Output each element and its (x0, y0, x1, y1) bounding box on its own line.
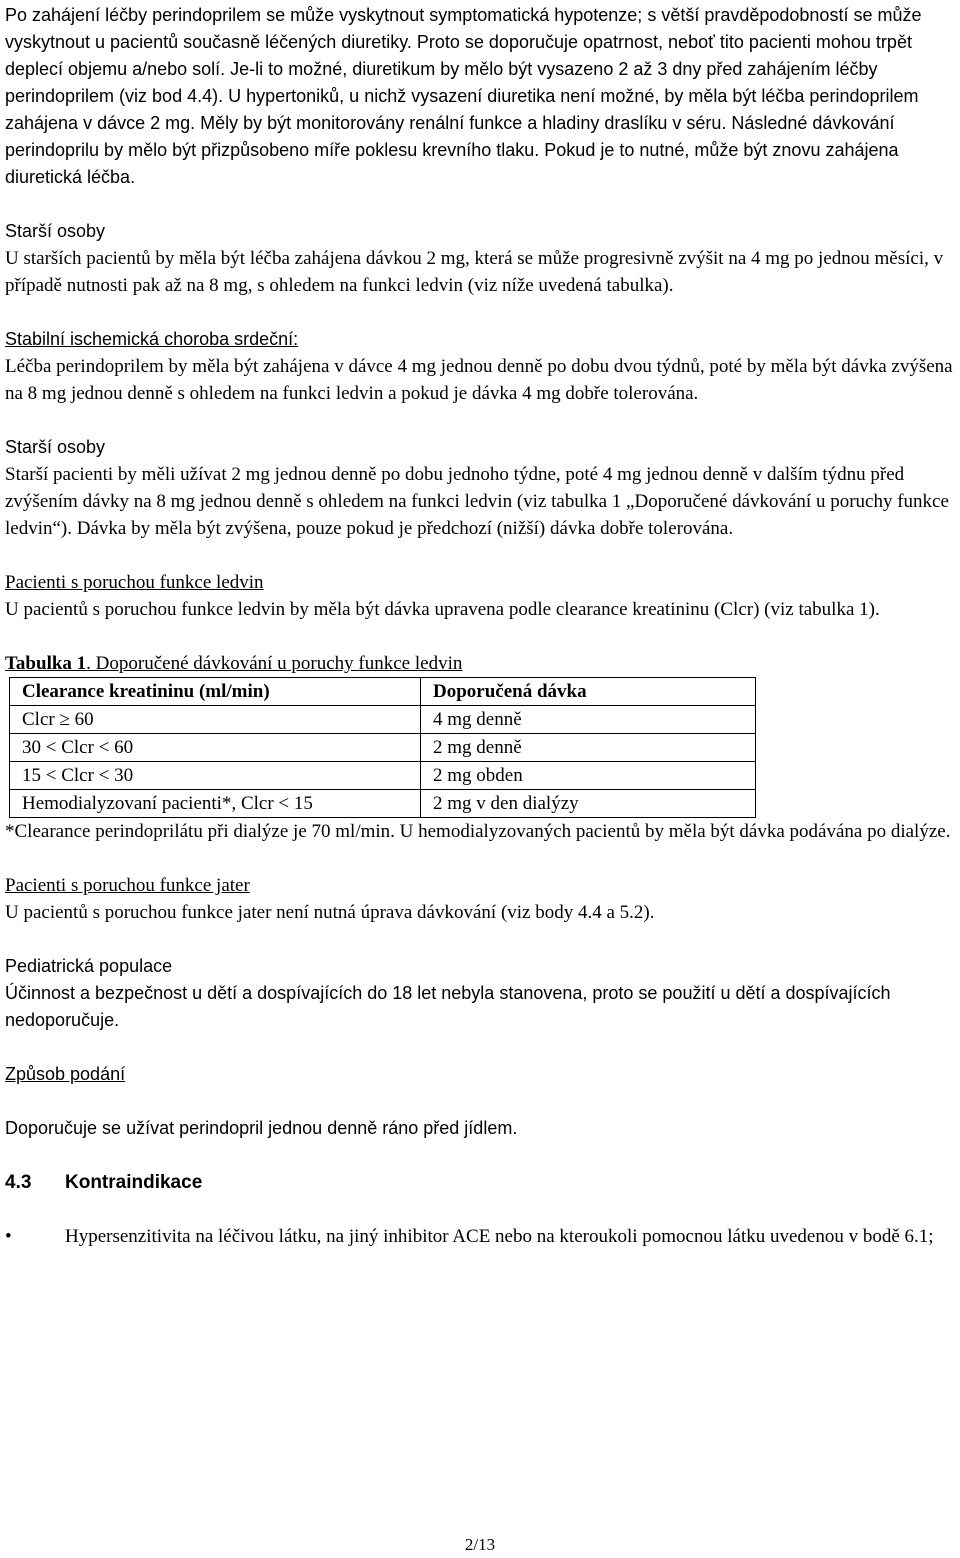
section-heading (5, 1169, 957, 1196)
header-dose: Doporučená dávka (421, 678, 756, 706)
stable-ischemic-text: Léčba perindoprilem by měla být zahájena v dávce 4 mg jednou denně po dobu dvou týdnů, poté by měla být dávka zvýšena na 8 mg jednou denně s ohledem na funkci ledvin a pokud je dávka 4 mg dobře tolerována. (5, 356, 953, 404)
pediatric-heading: Pediatrická populace (5, 956, 173, 976)
table-row (10, 706, 756, 734)
administration-heading: Způsob podání (5, 1064, 126, 1084)
bullet-icon: • (5, 1226, 12, 1247)
intro-text-a: Po zahájení léčby perindoprilem se může vyskytnout symptomatická hypotenze; s větší pravděpodobností se může vyskytnout u pacientů současně léčených diuretiky. Proto se doporučuje opatrnost, neboť tito pacienti mohou trpět deplecí objemu a/nebo solí. (5, 5, 922, 79)
table-header-row (10, 678, 756, 706)
row-1-dose: 4 mg denně (421, 706, 756, 734)
table-row (10, 734, 756, 762)
renal-heading: Pacienti s poruchou funkce ledvin (5, 572, 264, 593)
hepatic-heading: Pacienti s poruchou funkce jater (5, 875, 250, 896)
hepatic-text: U pacientů s poruchou funkce jater není nutná úprava dávkování (viz body 4.4 a 5.2). (5, 902, 655, 923)
page-number: 2/13 (464, 1535, 496, 1554)
pediatric-text: Účinnost a bezpečnost u dětí a dospívajících do 18 let nebyla stanovena, proto se použití u dětí a dospívajících nedoporučuje. (5, 983, 891, 1030)
intro-text-b: Je-li to možné, diuretikum by mělo být vysazeno 2 až 3 dny před zahájením léčby perindoprilem (viz bod 4.4). (5, 59, 878, 106)
administration-text: Doporučuje se užívat perindopril jednou denně ráno před jídlem. (5, 1118, 518, 1138)
elderly-heading-1: Starší osoby (5, 221, 106, 241)
row-4-clearance: Hemodialyzovaní pacienti*, Clcr < 15 (10, 790, 421, 818)
row-2-dose: 2 mg denně (421, 734, 756, 762)
bullet-text: Hypersenzitivita na léčivou látku, na jiný inhibitor ACE nebo na kteroukoli pomocnou látku uvedenou v bodě 6.1; (65, 1226, 934, 1247)
document-page (5, 2, 957, 1250)
section-number: 4.3 (5, 1172, 32, 1193)
renal-text: U pacientů s poruchou funkce ledvin by měla být dávka upravena podle clearance kreatininu (Clcr) (viz tabulka 1). (5, 599, 880, 620)
stable-ischemic-heading: Stabilní ischemická choroba srdeční: (5, 329, 299, 349)
table-row (10, 762, 756, 790)
row-3-clearance: 15 < Clcr < 30 (10, 762, 421, 790)
dosage-table (9, 677, 756, 818)
elderly-text-1: U starších pacientů by měla být léčba zahájena dávkou 2 mg, která se může progresivně zvýšit na 4 mg po jednou měsíci, v případě nutnosti pak až na 8 mg, s ohledem na funkci ledvin (viz níže uvedená tabulka). (5, 248, 944, 296)
header-clearance: Clearance kreatininu (ml/min) (10, 678, 421, 706)
row-3-dose: 2 mg obden (421, 762, 756, 790)
table-caption-text: . Doporučené dávkování u poruchy funkce ledvin (86, 653, 463, 674)
list-item (5, 1223, 957, 1250)
table-row (10, 790, 756, 818)
elderly-heading-2: Starší osoby (5, 437, 106, 457)
intro-paragraph (5, 2, 957, 191)
row-2-clearance: 30 < Clcr < 60 (10, 734, 421, 762)
elderly-text-2: Starší pacienti by měli užívat 2 mg jednou denně po dobu jednoho týdne, poté 4 mg jednou denně v dalším týdnu před zvýšením dávky na 8 mg jednou denně s ohledem na funkci ledvin (viz tabulka 1 „Doporučené dávkování u poruchy funkce ledvin“). Dávka by měla být zvýšena, pouze pokud je předchozí (nižší) dávka dobře tolerována. (5, 464, 949, 539)
table-footnote: *Clearance perindoprilátu při dialýze je 70 ml/min. U hemodialyzovaných pacientů by měla být dávka podávána po dialýze. (5, 821, 951, 842)
row-1-clearance: Clcr ≥ 60 (10, 706, 421, 734)
table-caption (5, 650, 957, 677)
intro-text-c: U hypertoniků, u nichž vysazení diuretika není možné, by měla být léčba perindoprilem zahájena v dávce 2 mg. Měly by být monitorovány renální funkce a hladiny draslíku v séru. Následné dávkování perindoprilu by mělo být přizpůsobeno míře poklesu krevního tlaku. Pokud je to nutné, může být znovu zahájena diuretická léčba. (5, 86, 919, 187)
table-caption-label: Tabulka 1 (5, 653, 87, 674)
row-4-dose: 2 mg v den dialýzy (421, 790, 756, 818)
section-title: Kontraindikace (65, 1172, 203, 1193)
